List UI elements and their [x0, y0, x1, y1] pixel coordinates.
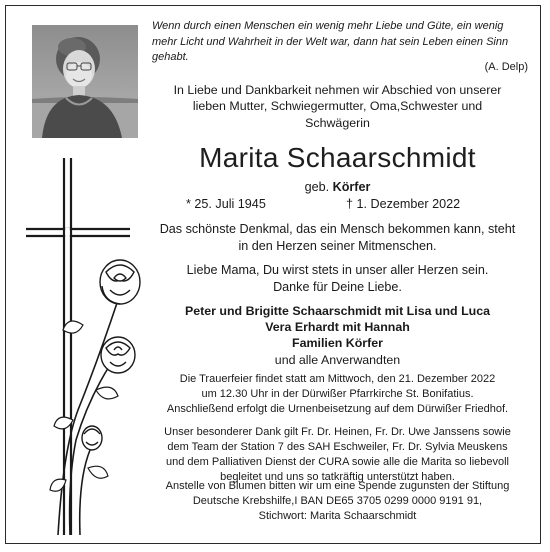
quote-line: mehr Licht und Wahrheit in der Welt war, dann hat sein Leben einen Sinn: [152, 35, 509, 48]
thanks-line: begleitet und uns so tatkräftig unterstützt haben.: [220, 471, 455, 484]
maiden-prefix: geb.: [304, 180, 330, 194]
quote-text: [152, 19, 527, 66]
deceased-name: Marita Schaarschmidt: [199, 142, 476, 173]
birth-date: * 25. Juli 1945: [186, 197, 266, 211]
quote-line: gehabt.: [152, 51, 189, 64]
thanks-text: [145, 425, 530, 485]
donation-line: Stichwort: Marita Schaarschmidt: [258, 510, 417, 523]
portrait-photo: [32, 25, 138, 138]
personal-message: [150, 262, 525, 295]
mourner-line: Familien Körfer: [292, 336, 383, 351]
mourner-line: Vera Erhardt mit Hannah: [265, 320, 410, 335]
ceremony-line: Die Trauerfeier findet statt am Mittwoch, den 21. Dezember 2022: [179, 373, 496, 385]
ceremony-line: Anschließend erfolgt die Urnenbeisetzung auf dem Dürwißer Friedhof.: [166, 403, 509, 416]
quote-author: (A. Delp): [484, 61, 528, 73]
maiden-surname: Körfer: [332, 180, 371, 194]
personal-line: Danke für Deine Liebe.: [273, 279, 402, 294]
cross-with-roses-icon: [18, 150, 143, 540]
maiden-name: [150, 179, 525, 195]
thanks-line: Unser besonderer Dank gilt Fr. Dr. Heinen, Fr. Dr. Uwe Janssens sowie: [164, 426, 511, 438]
ceremony-info: [145, 372, 530, 417]
motto-line: in den Herzen seiner Mitmenschen.: [238, 238, 437, 253]
mourner-closing: und alle Anverwandten: [274, 352, 401, 367]
intro-line: lieben Mutter, Schwiegermutter, Oma,Schwester und: [192, 99, 483, 114]
intro-text: [150, 82, 525, 131]
thanks-line: dem Team der Station 7 des SAH Eschweiler, Fr. Dr. Sylvia Meuskens: [167, 441, 508, 454]
quote-line: Wenn durch einen Menschen ein wenig mehr Liebe und Güte, ein wenig: [152, 20, 504, 32]
mourner-line: Peter und Brigitte Schaarschmidt mit Lisa und Luca: [184, 304, 490, 318]
intro-line: Schwägerin: [305, 115, 370, 130]
death-date: † 1. Dezember 2022: [346, 197, 461, 211]
motto-line: Das schönste Denkmal, das ein Mensch bekommen kann, steht: [159, 222, 516, 236]
memorial-motto: [150, 221, 525, 254]
thanks-line: und dem Palliativen Dienst der CURA sowie alle die Marita so liebevoll: [166, 456, 509, 469]
ceremony-line: um 12.30 Uhr in der Dürwißer Pfarrkirche St. Bonifatius.: [201, 388, 474, 401]
donation-line: Deutsche Krebshilfe,I BAN DE65 3705 0299 0000 9191 91,: [192, 495, 483, 508]
intro-line: In Liebe und Dankbarkeit nehmen wir Abschied von unserer: [173, 83, 502, 97]
donation-info: [145, 479, 530, 524]
personal-line: Liebe Mama, Du wirst stets in unser aller Herzen sein.: [186, 263, 489, 277]
mourners-list: [150, 303, 525, 368]
donation-line: Anstelle von Blumen bitten wir um eine Spende zugunsten der Stiftung: [165, 480, 510, 492]
